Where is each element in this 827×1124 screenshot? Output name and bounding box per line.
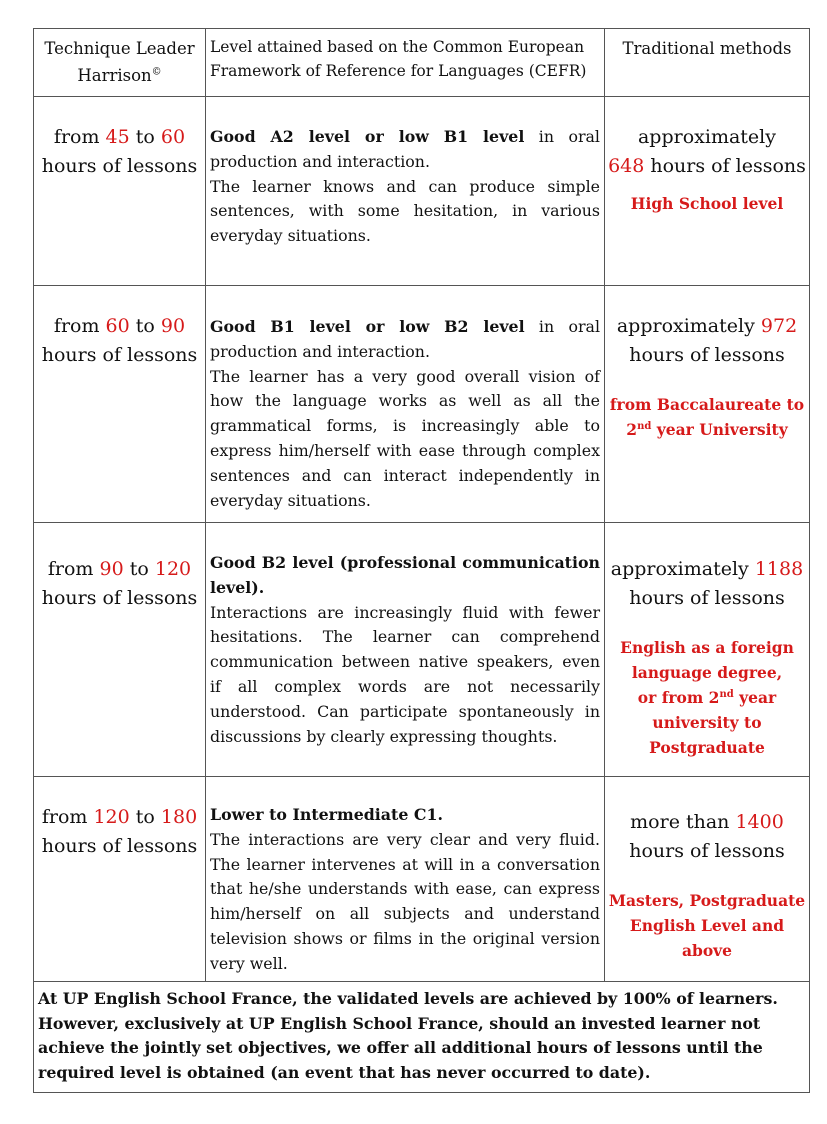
- to-word: to: [135, 806, 155, 828]
- traditional-cell: [605, 777, 810, 982]
- hours-label: hours of lessons: [41, 344, 198, 366]
- level-cell: [206, 286, 605, 523]
- table-row: [34, 286, 810, 523]
- from-number: 60: [105, 315, 130, 337]
- ordinal-suffix: nd: [719, 688, 734, 700]
- traditional-level: [605, 191, 809, 216]
- hours-label: hours of lessons: [41, 587, 198, 609]
- header-traditional: [605, 29, 810, 97]
- traditional-suffix: hours of lessons: [629, 344, 785, 366]
- header-traditional-text: Traditional methods: [622, 39, 792, 58]
- traditional-prefix: approximately: [616, 315, 755, 337]
- level-cell: [206, 777, 605, 982]
- traditional-suffix: hours of lessons: [629, 587, 785, 609]
- table-row: [34, 97, 810, 286]
- ordinal-suffix: nd: [637, 420, 652, 432]
- traditional-level-text: High School level: [630, 194, 784, 213]
- from-number: 90: [99, 558, 124, 580]
- traditional-cell: [605, 286, 810, 523]
- level-cell: [206, 523, 605, 777]
- hours-cell: [34, 523, 206, 777]
- level-description: The interactions are very clear and very fluid. The learner intervenes at will in a conversation that he/she understands with ease, can express him/herself on all subjects and understand television shows or films in the original version very well.: [210, 829, 600, 973]
- to-word: to: [135, 126, 155, 148]
- traditional-level-number: 2: [626, 420, 638, 439]
- hours-cell: [34, 97, 206, 286]
- traditional-level-line1: Masters, Postgraduate: [608, 891, 806, 910]
- level-cell: [206, 97, 605, 286]
- traditional-prefix: approximately: [637, 126, 776, 148]
- traditional-level-line1: from Baccalaureate to: [609, 395, 805, 414]
- footer-row: [34, 982, 810, 1093]
- traditional-number: 1400: [735, 811, 784, 833]
- header-cefr: [206, 29, 605, 97]
- traditional-level-line4: university to: [652, 713, 762, 732]
- level-description: The learner knows and can produce simple sentences, with some hesitation, in various everyday situations.: [210, 176, 600, 246]
- traditional-level: [605, 635, 809, 760]
- traditional-hours: [605, 312, 809, 370]
- to-number: 120: [154, 558, 192, 580]
- hours-label: hours of lessons: [41, 155, 198, 177]
- from-word: from: [41, 806, 88, 828]
- traditional-level-line3-rest: year: [733, 688, 777, 707]
- level-title: Good A2 level or low B1 level: [210, 127, 525, 146]
- traditional-level: [605, 888, 809, 963]
- traditional-suffix: hours of lessons: [650, 155, 806, 177]
- traditional-prefix: more than: [630, 811, 730, 833]
- traditional-level: [605, 392, 809, 442]
- to-number: 60: [160, 126, 186, 148]
- header-cefr-text: Level attained based on the Common European Framework of Reference for Languages (CEFR): [210, 38, 587, 80]
- traditional-number: 1188: [754, 558, 804, 580]
- hours-cell: [34, 777, 206, 982]
- traditional-level-line3: or from 2: [637, 688, 720, 707]
- traditional-prefix: approximately: [610, 558, 749, 580]
- from-word: from: [47, 558, 94, 580]
- header-row: [34, 29, 810, 97]
- comparison-table: [33, 28, 810, 1093]
- footer-text: At UP English School France, the validated levels are achieved by 100% of learners. However, exclusively at UP English School France, should an invested learner not achieve the jointly set objectives, we offer all additional hours of lessons until the required level is obtained (an event that has never occurred to date).: [38, 989, 778, 1082]
- traditional-hours: [605, 123, 809, 181]
- traditional-level-line2: English Level and above: [629, 916, 785, 960]
- level-title: Lower to Intermediate C1.: [210, 805, 443, 824]
- traditional-number: 648: [608, 155, 645, 177]
- from-number: 120: [93, 806, 130, 828]
- from-number: 45: [105, 126, 130, 148]
- traditional-level-line1: English as a foreign: [620, 638, 794, 657]
- table-row: [34, 777, 810, 982]
- from-word: from: [53, 126, 100, 148]
- traditional-level-line2: year University: [651, 420, 788, 439]
- traditional-hours: [605, 808, 809, 866]
- footer-note: [34, 982, 810, 1093]
- copyright-mark: ©: [151, 66, 162, 78]
- traditional-number: 972: [760, 315, 798, 337]
- hours-label: hours of lessons: [41, 835, 198, 857]
- traditional-suffix: hours of lessons: [629, 840, 785, 862]
- hours-cell: [34, 286, 206, 523]
- header-method-line1: Technique Leader: [44, 39, 195, 58]
- level-description: The learner has a very good overall vision of how the language works as well as all the grammatical forms, is increasingly able to express him/herself with ease through complex sentences and can interact independently in everyday situations.: [210, 366, 600, 510]
- level-description: Interactions are increasingly fluid with fewer hesitations. The learner can comprehend communication between native speakers, even if all complex words are not necessarily understood. Can participate spontaneously in discussions by clearly expressing thoughts.: [210, 602, 600, 746]
- level-title: Good B1 level or low B2 level: [210, 317, 525, 336]
- traditional-level-line5: Postgraduate: [649, 738, 765, 757]
- from-word: from: [53, 315, 100, 337]
- level-suffix: in oral production and interaction.: [210, 127, 600, 171]
- to-number: 90: [160, 315, 186, 337]
- to-number: 180: [160, 806, 198, 828]
- to-word: to: [129, 558, 149, 580]
- header-method-line2: Harrison: [77, 66, 152, 85]
- level-title: Good B2 level (professional communication level).: [210, 553, 600, 597]
- traditional-cell: [605, 97, 810, 286]
- traditional-level-line2: language degree,: [631, 663, 783, 682]
- level-suffix: in oral production and interaction.: [210, 317, 600, 361]
- traditional-cell: [605, 523, 810, 777]
- traditional-hours: [605, 555, 809, 613]
- header-method: [34, 29, 206, 97]
- table-row: [34, 523, 810, 777]
- to-word: to: [135, 315, 155, 337]
